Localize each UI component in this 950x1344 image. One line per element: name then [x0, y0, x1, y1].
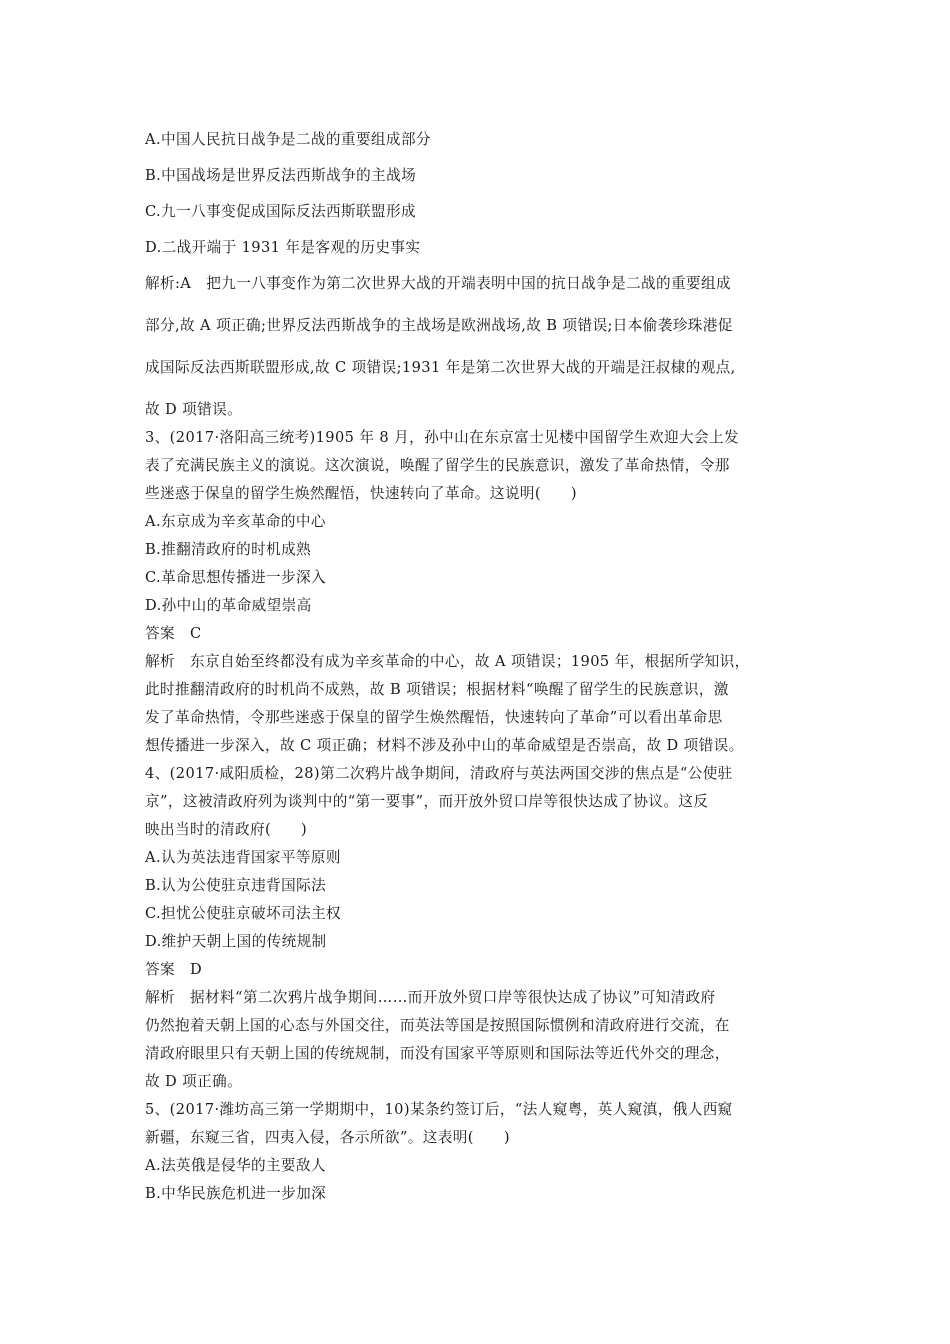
prev-option-a: A.中国人民抗日战争是二战的重要组成部分	[145, 131, 431, 148]
prev-option-b: B.中国战场是世界反法西斯战争的主战场	[145, 167, 417, 184]
q3-explanation-line-3: 发了革命热情，令那些迷惑于保皇的留学生焕然醒悟，快速转向了革命”可以看出革命思	[145, 709, 723, 726]
q4-option-d: D.维护天朝上国的传统规制	[145, 933, 327, 950]
q4-option-a: A.认为英法违背国家平等原则	[145, 849, 341, 866]
q3-stem-line-3: 些迷惑于保皇的留学生焕然醒悟，快速转向了革命。这说明( )	[145, 485, 578, 502]
q3-option-c: C.革命思想传播进一步深入	[145, 569, 327, 586]
q4-stem-line-2: 京”，这被清政府列为谈判中的“第一要事”，而开放外贸口岸等很快达成了协议。这反	[145, 793, 709, 810]
q3-explanation-line-2: 此时推翻清政府的时机尚不成熟，故 B 项错误；根据材料“唤醒了留学生的民族意识，激	[145, 681, 729, 698]
prev-analysis-line-4: 故 D 项错误。	[145, 401, 243, 418]
q4-option-b: B.认为公使驻京违背国际法	[145, 877, 327, 894]
q4-explanation-line-4: 故 D 项正确。	[145, 1073, 243, 1090]
q4-explanation-line-3: 清政府眼里只有天朝上国的传统规制，而没有国家平等原则和国际法等近代外交的理念，	[145, 1045, 730, 1062]
q4-explanation-line-2: 仍然抱着天朝上国的心态与外国交往，而英法等国是按照国际惯例和清政府进行交流，在	[145, 1017, 730, 1034]
q5-option-b: B.中华民族危机进一步加深	[145, 1185, 327, 1202]
q4-explanation-line-1: 解析 据材料“第二次鸦片战争期间……而开放外贸口岸等很快达成了协议”可知清政府	[145, 989, 716, 1006]
q3-stem-line-1: 3、(2017·洛阳高三统考)1905 年 8 月，孙中山在东京富士见楼中国留学生欢迎大会上发	[145, 429, 740, 446]
q4-stem-line-1: 4、(2017·咸阳质检，28)第二次鸦片战争期间，清政府与英法两国交涉的焦点是“公使驻	[145, 765, 733, 782]
q3-explanation-line-4: 想传播进一步深入，故 C 项正确；材料不涉及孙中山的革命威望是否崇高，故 D 项错误。	[145, 737, 744, 754]
q3-stem-line-2: 表了充满民族主义的演说。这次演说，唤醒了留学生的民族意识，激发了革命热情，令那	[145, 457, 730, 474]
q4-option-c: C.担忧公使驻京破坏司法主权	[145, 905, 342, 922]
prev-option-c: C.九一八事变促成国际反法西斯联盟形成	[145, 203, 416, 220]
prev-analysis-line-1: 解析:A 把九一八事变作为第二次世界大战的开端表明中国的抗日战争是二战的重要组成	[145, 275, 732, 292]
prev-option-d: D.二战开端于 1931 年是客观的历史事实	[145, 239, 421, 256]
q3-option-d: D.孙中山的革命威望崇高	[145, 597, 312, 614]
prev-analysis-line-2: 部分,故 A 项正确;世界反法西斯战争的主战场是欧洲战场,故 B 项错误;日本偷袭珍珠港促	[145, 317, 733, 334]
q3-explanation-line-1: 解析 东京自始至终都没有成为辛亥革命的中心，故 A 项错误；1905 年，根据所学知识，	[145, 653, 750, 670]
q4-stem-line-3: 映出当时的清政府( )	[145, 821, 308, 838]
q3-option-b: B.推翻清政府的时机成熟	[145, 541, 312, 558]
q3-option-a: A.东京成为辛亥革命的中心	[145, 513, 326, 530]
q5-stem-line-1: 5、(2017·潍坊高三第一学期期中，10)某条约签订后，“法人窥粤，英人窥滇，俄人西窥	[145, 1101, 733, 1118]
q5-stem-line-2: 新疆，东窥三省，四夷入侵，各示所欲”。这表明( )	[145, 1129, 510, 1146]
prev-analysis-line-3: 成国际反法西斯联盟形成,故 C 项错误;1931 年是第二次世界大战的开端是汪叔棣的观点,	[145, 359, 736, 376]
q4-answer: 答案 D	[145, 961, 203, 978]
q3-answer: 答案 C	[145, 625, 202, 642]
q5-option-a: A.法英俄是侵华的主要敌人	[145, 1157, 326, 1174]
